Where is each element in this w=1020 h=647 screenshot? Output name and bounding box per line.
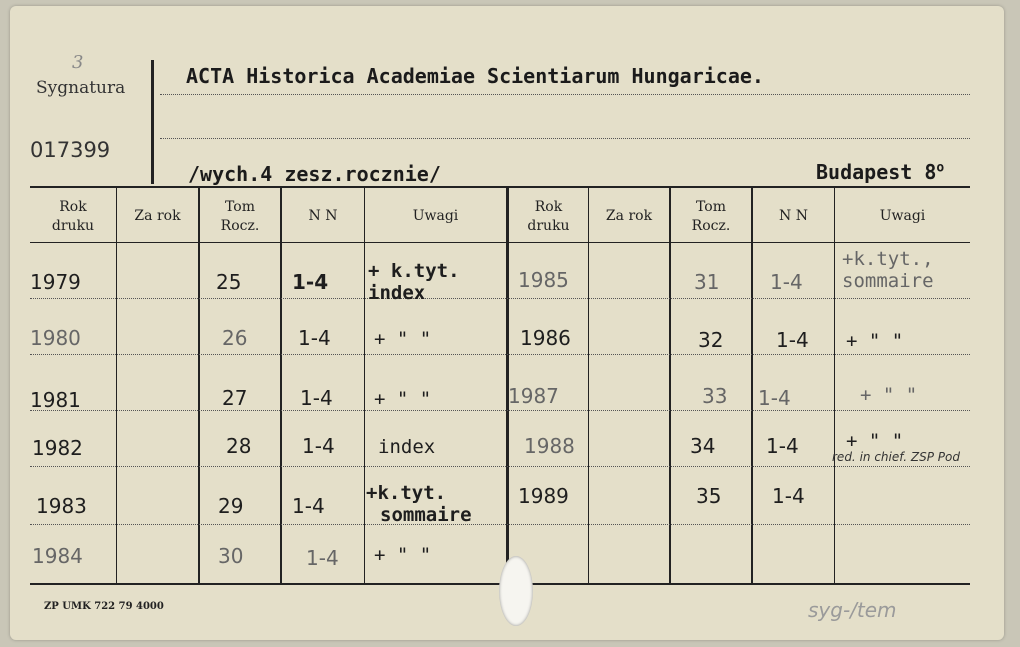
uwagi-cell: + " " [374,328,432,350]
sygnatura-label: Sygnatura [36,78,126,98]
place-text: Budapest 8 [816,160,937,184]
sygnatura-number: 017399 [30,138,111,162]
header-text: Tom [225,199,255,215]
row-separator [30,466,970,467]
header-za-rok: Za rok [605,208,653,224]
nn-cell: 1-4 [772,484,805,508]
frequency-note: /wych.4 zesz.rocznie/ [188,162,441,186]
uwagi-cell: + " " [374,544,432,566]
catalog-card [10,6,1004,640]
header-text: Rok [534,199,563,215]
header-text: druku [51,218,95,234]
format-superscript: o [936,160,945,176]
nn-cell: 1-4 [300,386,333,410]
dotted-line [160,94,970,95]
uwagi-cell: + k.tyt. [368,260,460,282]
header-za-rok: Za rok [134,208,181,224]
header-tom-rocz [671,198,751,236]
rok-cell: 1983 [36,494,87,518]
nn-cell: 1-4 [302,434,335,458]
tom-cell: 35 [696,484,722,508]
handwritten-note: red. in chief. ZSP Pod [832,450,960,464]
uwagi-cell: + " " [846,430,904,452]
header-text: druku [527,218,570,234]
header-text: Rok [59,199,87,215]
header-text: Rocz. [691,218,731,234]
sygnatura-divider [151,60,154,184]
tom-cell: 25 [216,270,242,294]
tom-cell: 34 [690,434,716,458]
pencil-mark: 3 [72,52,84,73]
tom-cell: 27 [222,386,248,410]
rok-cell: 1979 [30,270,81,294]
tom-cell: 29 [218,494,244,518]
row-separator [30,354,970,355]
nn-cell: 1-4 [298,326,331,350]
row-separator [30,524,970,525]
rok-cell: 1980 [30,326,81,350]
rok-cell: 1989 [518,484,569,508]
nn-cell: 1-4 [766,434,799,458]
tom-cell: 31 [694,270,720,294]
dotted-line [160,138,970,139]
punch-hole [499,556,533,626]
uwagi-cell: + " " [860,384,918,406]
header-uwagi: Uwagi [412,208,459,224]
rok-cell: 1981 [30,388,81,412]
uwagi-cell: +k.tyt. [366,482,447,504]
header-nn: N N [308,208,338,224]
publication-place [816,160,944,184]
rok-cell: 1988 [524,434,575,458]
header-nn: N N [779,208,808,224]
rok-cell: 1985 [518,268,569,292]
header-rok-druku [30,198,116,236]
rok-cell: 1986 [520,326,571,350]
nn-cell: 1-4 [292,494,325,518]
header-text: Tom [696,199,726,215]
uwagi-cell: + " " [846,330,904,352]
nn-cell: 1-4 [770,270,803,294]
header-tom-rocz [200,198,280,236]
uwagi-cell: sommaire [842,270,934,292]
header-text: Rocz. [220,218,260,234]
title-line: ACTA Historica Academiae Scientiarum Hungaricae. [186,64,764,88]
uwagi-cell: index [378,436,436,458]
nn-cell: 1-4 [776,328,809,352]
uwagi-cell: + " " [374,388,432,410]
row-separator [30,410,970,411]
rok-cell: 1982 [32,436,83,460]
tom-cell: 26 [222,326,248,350]
uwagi-cell: +k.tyt., [842,248,934,270]
rok-cell: 1984 [32,544,83,568]
row-separator [30,298,970,299]
uwagi-cell: index [368,282,426,304]
tom-cell: 30 [218,544,244,568]
pencil-note: syg-/tem [808,598,897,622]
header-rok-druku [509,198,588,236]
table-top-line [30,186,970,188]
uwagi-cell: sommaire [380,504,472,526]
print-code: ZP UMK 722 79 4000 [44,601,164,612]
header-uwagi: Uwagi [879,208,926,224]
tom-cell: 32 [698,328,724,352]
nn-cell: 1-4 [306,546,339,570]
header-bottom-line [30,242,970,243]
tom-cell: 28 [226,434,252,458]
tom-cell: 33 [702,384,728,408]
nn-cell: 1-4 [758,386,791,410]
nn-cell: 1-4 [292,270,329,294]
rok-cell: 1987 [508,384,559,408]
